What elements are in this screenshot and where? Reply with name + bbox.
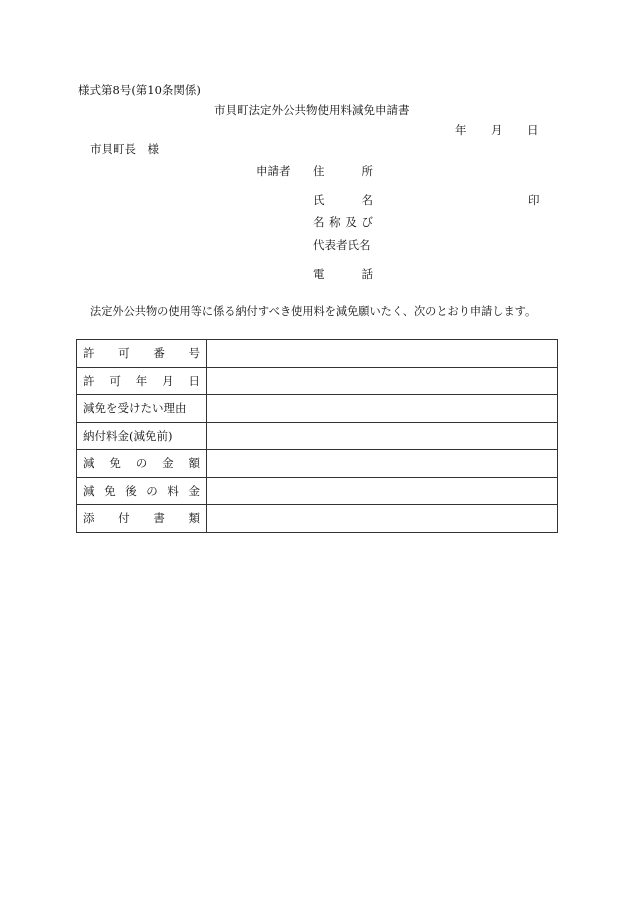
row-label-cell bbox=[77, 340, 207, 368]
label-char: 称 bbox=[329, 215, 341, 229]
row-value-field[interactable] bbox=[207, 340, 558, 368]
row-label-char: 番 bbox=[153, 346, 165, 361]
label-char: 所 bbox=[361, 164, 373, 178]
row-label bbox=[83, 510, 200, 526]
table-row bbox=[77, 450, 558, 478]
phone-label bbox=[313, 269, 373, 281]
label-char: 名 bbox=[361, 193, 373, 207]
row-label-char: 号 bbox=[188, 346, 200, 361]
row-value-field[interactable] bbox=[207, 367, 558, 395]
label-char: 及 bbox=[345, 215, 357, 229]
addressee: 市貝町長 様 bbox=[90, 142, 159, 156]
applicant-label: 申請者 bbox=[256, 164, 291, 178]
label-char: 住 bbox=[313, 164, 325, 178]
row-label-char: の bbox=[146, 483, 158, 498]
row-label-cell bbox=[77, 395, 207, 423]
row-label-char: 免 bbox=[104, 483, 116, 498]
corp-name-label-line2: 代表者氏名 bbox=[313, 238, 371, 252]
table-row bbox=[77, 477, 558, 505]
label-char: 話 bbox=[361, 267, 373, 281]
form-number: 様式第8号(第10条関係) bbox=[78, 83, 201, 97]
row-label-char: 金 bbox=[162, 456, 174, 471]
row-label bbox=[83, 483, 200, 499]
row-label-char: 添 bbox=[83, 511, 95, 526]
row-label-char: 許 bbox=[83, 346, 95, 361]
address-label bbox=[313, 166, 373, 178]
application-details-table bbox=[76, 339, 558, 533]
row-label bbox=[83, 373, 200, 389]
row-label-text: 納付料金(減免前) bbox=[83, 428, 173, 443]
row-label bbox=[83, 400, 200, 416]
row-label-char: 日 bbox=[188, 373, 200, 388]
row-label-char: 類 bbox=[188, 511, 200, 526]
name-label bbox=[313, 195, 373, 207]
row-label-cell bbox=[77, 477, 207, 505]
row-label-char: 料 bbox=[167, 483, 179, 498]
row-label-char: 年 bbox=[135, 373, 148, 388]
row-label-char: 書 bbox=[153, 511, 165, 526]
label-char: び bbox=[361, 215, 373, 229]
row-label-char: 金 bbox=[188, 483, 200, 498]
row-label-char: 額 bbox=[188, 456, 200, 471]
label-char: 氏 bbox=[313, 193, 325, 207]
row-label bbox=[83, 345, 200, 361]
date-day-label: 日 bbox=[527, 123, 539, 137]
request-sentence: 法定外公共物の使用等に係る納付すべき使用料を減免願いたく、次のとおり申請します。 bbox=[90, 305, 537, 318]
document-title: 市貝町法定外公共物使用料減免申請書 bbox=[214, 103, 410, 117]
table-row bbox=[77, 422, 558, 450]
row-value-field[interactable] bbox=[207, 450, 558, 478]
row-label-char: 後 bbox=[125, 483, 137, 498]
row-label-cell bbox=[77, 367, 207, 395]
label-char: 名 bbox=[313, 215, 325, 229]
row-label-char: 減 bbox=[83, 483, 95, 498]
row-label-char: 許 bbox=[83, 373, 95, 388]
row-label-char: 免 bbox=[109, 456, 121, 471]
row-label-char: 可 bbox=[109, 373, 121, 388]
row-value-field[interactable] bbox=[207, 505, 558, 533]
date-year-label: 年 bbox=[455, 123, 467, 137]
row-label-char: 付 bbox=[118, 511, 130, 526]
row-label-char: 月 bbox=[162, 373, 174, 388]
row-value-field[interactable] bbox=[207, 422, 558, 450]
row-label bbox=[83, 455, 200, 471]
table-row bbox=[77, 505, 558, 533]
table-row bbox=[77, 395, 558, 423]
row-label-text: 減免を受けたい理由 bbox=[83, 401, 187, 416]
row-label-char: 可 bbox=[118, 346, 130, 361]
row-value-field[interactable] bbox=[207, 395, 558, 423]
corp-name-label-line1 bbox=[313, 217, 373, 229]
row-label-cell bbox=[77, 422, 207, 450]
table-row bbox=[77, 340, 558, 368]
row-label-cell bbox=[77, 505, 207, 533]
row-value-field[interactable] bbox=[207, 477, 558, 505]
row-label bbox=[83, 428, 200, 444]
table-row bbox=[77, 367, 558, 395]
label-char: 電 bbox=[313, 267, 325, 281]
row-label-cell bbox=[77, 450, 207, 478]
date-month-label: 月 bbox=[491, 123, 503, 137]
seal-label: 印 bbox=[528, 193, 540, 207]
row-label-char: の bbox=[135, 456, 148, 471]
row-label-char: 減 bbox=[83, 456, 95, 471]
